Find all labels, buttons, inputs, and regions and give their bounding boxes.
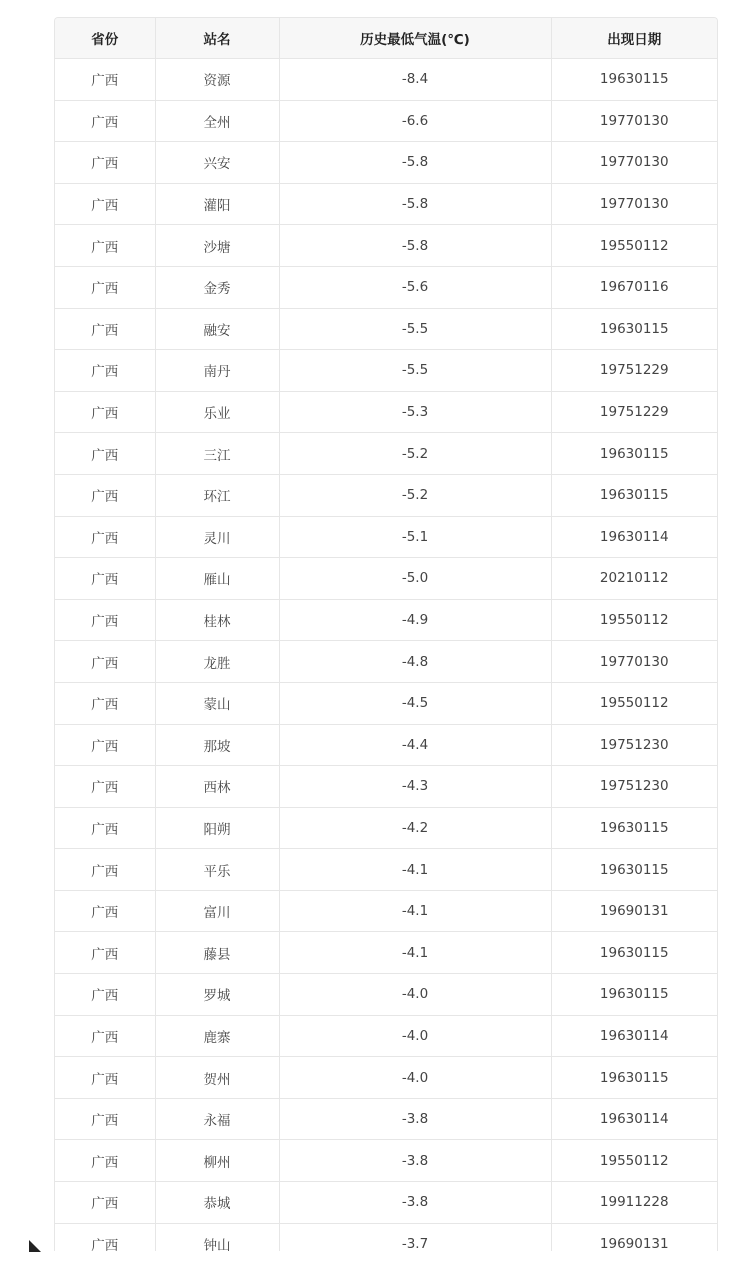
table-row [55,724,717,766]
table-row [55,974,717,1016]
cell-min-temp: -5.8 [279,183,551,225]
cell-date: 20210112 [551,558,717,600]
cell-min-temp: -5.3 [279,391,551,433]
cell-province: 广西 [55,1140,155,1182]
table-row [55,1057,717,1099]
cell-date: 19751230 [551,724,717,766]
cell-date: 19770130 [551,100,717,142]
cell-min-temp: -5.1 [279,516,551,558]
cell-station: 阳朔 [155,807,279,849]
cell-date: 19550112 [551,599,717,641]
cell-date: 19630115 [551,807,717,849]
table-row [55,474,717,516]
cell-province: 广西 [55,682,155,724]
table-row [55,558,717,600]
table-row [55,183,717,225]
cell-province: 广西 [55,599,155,641]
cell-min-temp: -6.6 [279,100,551,142]
cell-province: 广西 [55,724,155,766]
cell-date: 19550112 [551,682,717,724]
cell-station: 钟山 [155,1223,279,1251]
cell-province: 广西 [55,350,155,392]
cell-province: 广西 [55,433,155,475]
cell-province: 广西 [55,558,155,600]
cell-station: 三江 [155,433,279,475]
cell-date: 19751229 [551,391,717,433]
table-row [55,391,717,433]
cell-date: 19630114 [551,516,717,558]
header-province: 省份 [55,18,155,59]
cell-min-temp: -4.1 [279,890,551,932]
cell-min-temp: -4.5 [279,682,551,724]
cell-date: 19770130 [551,142,717,184]
cell-date: 19630115 [551,974,717,1016]
cell-station: 环江 [155,474,279,516]
cell-station: 雁山 [155,558,279,600]
temperature-table [55,18,717,1251]
table-header-row [55,18,717,59]
cell-province: 广西 [55,142,155,184]
cell-min-temp: -5.2 [279,433,551,475]
cell-date: 19630115 [551,474,717,516]
cell-station: 兴安 [155,142,279,184]
header-min-temp: 历史最低气温(℃) [279,18,551,59]
cell-date: 19630115 [551,932,717,974]
cell-province: 广西 [55,391,155,433]
table-row [55,516,717,558]
cell-station: 灌阳 [155,183,279,225]
cell-date: 19630115 [551,308,717,350]
cell-station: 恭城 [155,1182,279,1224]
cell-province: 广西 [55,225,155,267]
cell-station: 罗城 [155,974,279,1016]
mouse-pointer-icon [29,1240,41,1252]
cell-station: 全州 [155,100,279,142]
cell-date: 19770130 [551,641,717,683]
table-row [55,350,717,392]
cell-province: 广西 [55,932,155,974]
cell-station: 融安 [155,308,279,350]
cell-province: 广西 [55,1182,155,1224]
cell-date: 19690131 [551,1223,717,1251]
cell-station: 南丹 [155,350,279,392]
table-row [55,682,717,724]
cell-station: 永福 [155,1098,279,1140]
table-row [55,1223,717,1251]
cell-station: 金秀 [155,266,279,308]
cell-station: 富川 [155,890,279,932]
table-header [55,18,717,59]
cell-station: 柳州 [155,1140,279,1182]
cell-date: 19550112 [551,225,717,267]
cell-station: 藤县 [155,932,279,974]
cell-min-temp: -4.0 [279,1015,551,1057]
cell-province: 广西 [55,807,155,849]
cell-min-temp: -4.1 [279,932,551,974]
table-row [55,100,717,142]
cell-min-temp: -5.5 [279,308,551,350]
table-row [55,1015,717,1057]
cell-station: 那坡 [155,724,279,766]
cell-date: 19630115 [551,849,717,891]
table-row [55,932,717,974]
cell-station: 乐业 [155,391,279,433]
cell-province: 广西 [55,974,155,1016]
cell-min-temp: -5.5 [279,350,551,392]
cell-min-temp: -5.8 [279,142,551,184]
cell-min-temp: -4.3 [279,766,551,808]
cell-min-temp: -4.1 [279,849,551,891]
table-row [55,433,717,475]
cell-date: 19670116 [551,266,717,308]
cell-min-temp: -5.8 [279,225,551,267]
cell-date: 19751230 [551,766,717,808]
cell-min-temp: -4.0 [279,1057,551,1099]
cell-date: 19550112 [551,1140,717,1182]
cell-date: 19770130 [551,183,717,225]
table-row [55,1140,717,1182]
cell-province: 广西 [55,266,155,308]
cell-station: 灵川 [155,516,279,558]
cell-min-temp: -5.2 [279,474,551,516]
cell-min-temp: -3.8 [279,1182,551,1224]
table-row [55,766,717,808]
table-row [55,225,717,267]
cell-station: 西林 [155,766,279,808]
table-row [55,266,717,308]
cell-date: 19911228 [551,1182,717,1224]
cell-date: 19690131 [551,890,717,932]
cell-min-temp: -4.8 [279,641,551,683]
table-row [55,849,717,891]
cell-station: 桂林 [155,599,279,641]
table-row [55,807,717,849]
table-row [55,308,717,350]
cell-min-temp: -3.7 [279,1223,551,1251]
cell-province: 广西 [55,1057,155,1099]
table-row [55,1098,717,1140]
cell-province: 广西 [55,890,155,932]
header-station: 站名 [155,18,279,59]
table-row [55,142,717,184]
cell-province: 广西 [55,1015,155,1057]
cell-station: 贺州 [155,1057,279,1099]
table-row [55,641,717,683]
table-row [55,599,717,641]
cell-province: 广西 [55,308,155,350]
cell-date: 19751229 [551,350,717,392]
temperature-table-container[interactable] [54,17,718,1251]
cell-province: 广西 [55,100,155,142]
cell-min-temp: -3.8 [279,1098,551,1140]
cell-station: 沙塘 [155,225,279,267]
cell-min-temp: -4.4 [279,724,551,766]
cell-province: 广西 [55,59,155,101]
cell-province: 广西 [55,1098,155,1140]
cell-min-temp: -4.2 [279,807,551,849]
table-row [55,1182,717,1224]
table-row [55,59,717,101]
header-date: 出现日期 [551,18,717,59]
cell-station: 鹿寨 [155,1015,279,1057]
cell-station: 龙胜 [155,641,279,683]
cell-min-temp: -5.0 [279,558,551,600]
cell-province: 广西 [55,516,155,558]
cell-station: 平乐 [155,849,279,891]
cell-min-temp: -5.6 [279,266,551,308]
cell-min-temp: -4.0 [279,974,551,1016]
cell-min-temp: -8.4 [279,59,551,101]
cell-station: 资源 [155,59,279,101]
cell-date: 19630115 [551,433,717,475]
cell-province: 广西 [55,474,155,516]
cell-province: 广西 [55,641,155,683]
cell-date: 19630114 [551,1015,717,1057]
cell-date: 19630114 [551,1098,717,1140]
cell-min-temp: -4.9 [279,599,551,641]
cell-date: 19630115 [551,1057,717,1099]
cell-station: 蒙山 [155,682,279,724]
table-body [55,59,717,1252]
cell-province: 广西 [55,849,155,891]
cell-province: 广西 [55,183,155,225]
cell-province: 广西 [55,766,155,808]
cell-province: 广西 [55,1223,155,1251]
cell-date: 19630115 [551,59,717,101]
cell-min-temp: -3.8 [279,1140,551,1182]
table-row [55,890,717,932]
